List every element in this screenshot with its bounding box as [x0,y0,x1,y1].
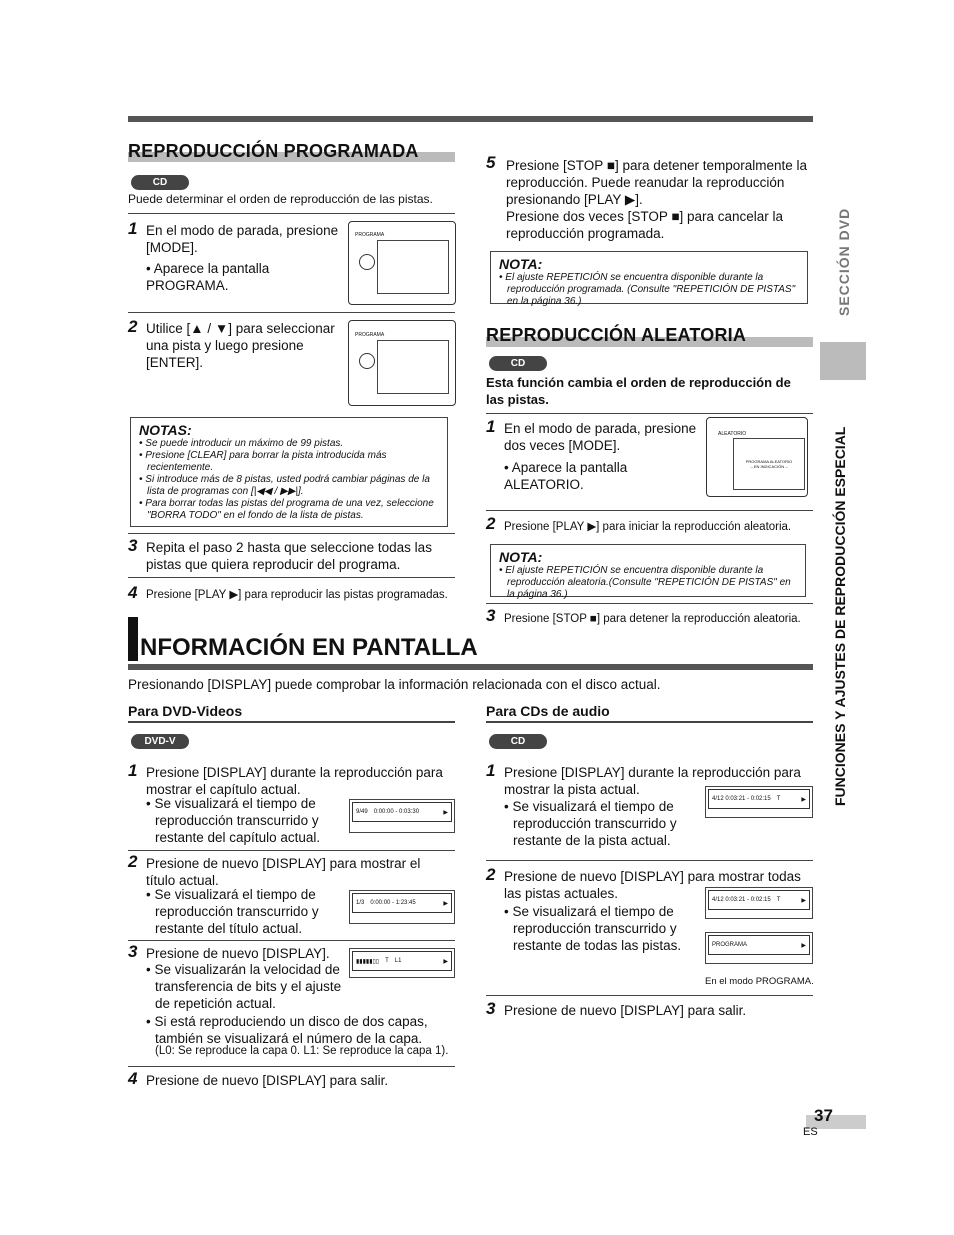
cd-badge: CD [489,356,547,371]
divider [128,213,455,214]
dvd-screen-3 [349,948,455,978]
screen-list [377,340,449,394]
top-rule [128,116,813,122]
screen-line: -- EN INDICACIÓN -- [750,464,788,469]
divider [128,940,455,941]
step-number: 5 [486,153,496,172]
osd-repeat: T [776,796,781,802]
divider [486,510,813,511]
osd-lead: 9/49 [356,809,368,815]
divider [486,413,813,414]
divider [128,533,455,534]
note-item: • Se puede introducir un máximo de 99 pistas. [139,438,344,449]
note-item: • Presione [CLEAR] para borrar la pista introducida más recientemente. [139,450,387,473]
play-icon: ▶ [801,897,806,904]
dvd-s2-bullet: • Se visualizará el tiempo de reproducción transcurrido y restante del título actual. [146,887,319,936]
step-number: 2 [486,514,496,533]
screen-line: PROGRAMA ALEATORIO [745,459,793,464]
section-title-programada: REPRODUCCIÓN PROGRAMADA [128,141,419,161]
step-number: 2 [128,852,138,871]
cd-heading: Para CDs de audio [486,703,610,719]
divider [128,1066,455,1067]
dvd-s3-bullet2: • Si está reproduciendo un disco de dos capas, también se visualizará el número de la capa. [146,1014,428,1046]
step-number: 3 [486,606,496,625]
step4-text: Presione [PLAY ▶] para reproducir las pistas programadas. [146,589,448,601]
nota-title: NOTA: [499,256,543,272]
aleatorio-screen [706,417,808,497]
step-number: 3 [486,999,496,1018]
dvd-s1-bullet: • Se visualizará el tiempo de reproducción transcurrido y restante del capítulo actual. [146,796,321,845]
cd-badge: CD [489,734,547,749]
nota-box [490,251,808,307]
step-number: 3 [128,942,138,961]
programa-screen [348,320,456,406]
divider [486,603,813,604]
cd-badge: CD [131,175,189,190]
step2-text: Utilice [▲ / ▼] para seleccionar una pista y luego presione [ENTER]. [146,321,335,370]
programada-intro: Puede determinar el orden de reproducción de las pistas. [128,192,433,206]
nav-pad-icon [359,353,375,369]
step-number: 2 [128,317,138,336]
cd-s2-bullet: • Se visualizará el tiempo de reproducción transcurrido y restante de todas las pistas. [504,904,682,953]
osd-bar [708,935,810,955]
programa-screen [348,221,456,305]
info-title: NFORMACIÓN EN PANTALLA [140,634,478,661]
divider [128,577,455,578]
side-tab-funciones-label: FUNCIONES Y AJUSTES DE REPRODUCCIÓN ESPECIAL [832,426,848,806]
divider [486,995,813,996]
notes-title: NOTAS: [139,422,192,438]
dvd-s1-text: Presione [DISPLAY] durante la reproducción para mostrar el capítulo actual. [146,765,443,797]
nav-pad-icon [359,254,375,270]
osd-repeat: T [385,958,389,964]
play-icon: ▶ [443,809,448,816]
osd-time: 0:00:00 - 0:03:30 [373,809,420,815]
nota-item: • El ajuste REPETICIÓN se encuentra disponible durante la reproducción aleatoria.(Consulte "REPETICIÓN DE PISTAS" en la página 36.) [499,565,791,600]
step-number: 1 [128,761,138,780]
aleatoria-intro: Esta función cambia el orden de reproducción de las pistas. [486,375,791,407]
osd-repeat: T [776,897,781,903]
dvd-screen-2 [349,890,455,924]
aleatoria-step1-bullet: • Aparece la pantalla ALEATORIO. [504,460,628,492]
aleatoria-step3-text: Presione [STOP ■] para detener la reproducción aleatoria. [504,613,801,625]
osd-bar [708,789,810,809]
title-initial-bar [128,617,138,661]
osd-bar [352,951,452,971]
step-number: 4 [128,583,138,602]
divider [128,721,455,723]
divider [486,860,813,861]
divider [128,850,455,851]
osd-bar [352,802,452,822]
side-tab-dvd [820,200,866,330]
cd-s1-text: Presione [DISPLAY] durante la reproducción para mostrar la pista actual. [504,765,801,797]
dvd-s3-text: Presione de nuevo [DISPLAY]. [146,946,330,961]
osd-bar [352,893,452,913]
screen-list [733,438,805,490]
step1-bullet: • Aparece la pantalla PROGRAMA. [146,261,270,293]
cd-screen-2 [705,887,813,919]
cd-s1-bullet: • Se visualizará el tiempo de reproducción transcurrido y restante de la pista actual. [504,799,677,848]
dvd-s3-bullet1: • Se visualizarán la velocidad de transferencia de bits y el ajuste de repetición actual. [146,962,342,1011]
language-code: ES [803,1126,818,1138]
play-icon: ▶ [443,900,448,907]
bitrate-icon: ▮▮▮▮▮▯▯ [356,958,380,965]
cd-s3-text: Presione de nuevo [DISPLAY] para salir. [504,1003,747,1018]
play-icon: ▶ [443,958,448,965]
aleatoria-step2-text: Presione [PLAY ▶] para iniciar la reproducción aleatoria. [504,521,792,533]
note-item: • Para borrar todas las pistas del programa de una vez, seleccione "BORRA TODO" en el fondo de la lista de pistas. [139,498,434,521]
step5-text2: Presione dos veces [STOP ■] para cancelar la reproducción programada. [506,209,784,241]
osd-label: PROGRAMA [712,942,748,948]
dvd-badge: DVD-V [131,734,189,749]
step-number: 4 [128,1069,138,1088]
step-number: 2 [486,865,496,884]
osd-time: 4/12 0:03:21 - 0:02:15 [712,897,771,903]
side-tab-dvd-label: SECCIÓN DVD [836,207,852,316]
osd-time: 0:00:00 - 1:23:45 [370,900,416,906]
step-number: 1 [128,219,138,238]
step1-text: En el modo de parada, presione [MODE]. [146,223,339,255]
screen-list [377,240,449,294]
cd-screen-1 [705,786,813,818]
divider [128,312,455,313]
info-rule [128,664,813,670]
nota-title: NOTA: [499,549,543,565]
note-item: • Si introduce más de 8 pistas, usted podrá cambiar páginas de la lista de programas con [|◀◀ / ▶▶|]. [139,474,430,497]
step3-text: Repita el paso 2 hasta que seleccione todas las pistas que quiera reproducir del programa. [146,540,432,572]
step-number: 1 [486,417,496,436]
step-number: 3 [128,536,138,555]
play-icon: ▶ [801,796,806,803]
screen-label: PROGRAMA [355,332,385,338]
screen-label: PROGRAMA [355,232,385,238]
play-icon: ▶ [801,942,806,949]
dvd-s3-paren: (L0: Se reproduce la capa 0. L1: Se reproduce la capa 1). [155,1045,449,1057]
nota-item: • El ajuste REPETICIÓN se encuentra disponible durante la reproducción programada. (Consulte "REPETICIÓN DE PISTAS" en la página 36.) [499,272,796,307]
page-number: 37 [814,1106,833,1125]
osd-time: 4/12 0:03:21 - 0:02:15 [712,796,771,802]
notes-box [130,417,448,527]
side-tab-marker [820,342,866,380]
step-number: 1 [486,761,496,780]
dvd-screen-1 [349,799,455,833]
section-title-aleatoria: REPRODUCCIÓN ALEATORIA [486,325,747,345]
aleatoria-step1-text: En el modo de parada, presione dos veces [MODE]. [504,421,697,453]
osd-lead: 1/3 [356,900,365,906]
dvd-heading: Para DVD-Videos [128,703,243,719]
cd-screen-programa [705,932,813,964]
nota-box [490,544,806,600]
divider [486,721,813,723]
screen-label: ALEATORIO [718,431,747,437]
step5-text1: Presione [STOP ■] para detener temporalmente la reproducción. Puede reanudar la reproducción presionando [PLAY ▶]. [506,158,808,207]
osd-bar [708,890,810,910]
dvd-s2-text: Presione de nuevo [DISPLAY] para mostrar el título actual. [146,856,421,888]
info-intro: Presionando [DISPLAY] puede comprobar la información relacionada con el disco actual. [128,677,661,692]
dvd-s4-text: Presione de nuevo [DISPLAY] para salir. [146,1073,389,1088]
cd-s2-caption: En el modo PROGRAMA. [705,976,814,987]
osd-layer: L1 [394,958,402,964]
cd-s2-text: Presione de nuevo [DISPLAY] para mostrar todas las pistas actuales. [504,869,801,901]
